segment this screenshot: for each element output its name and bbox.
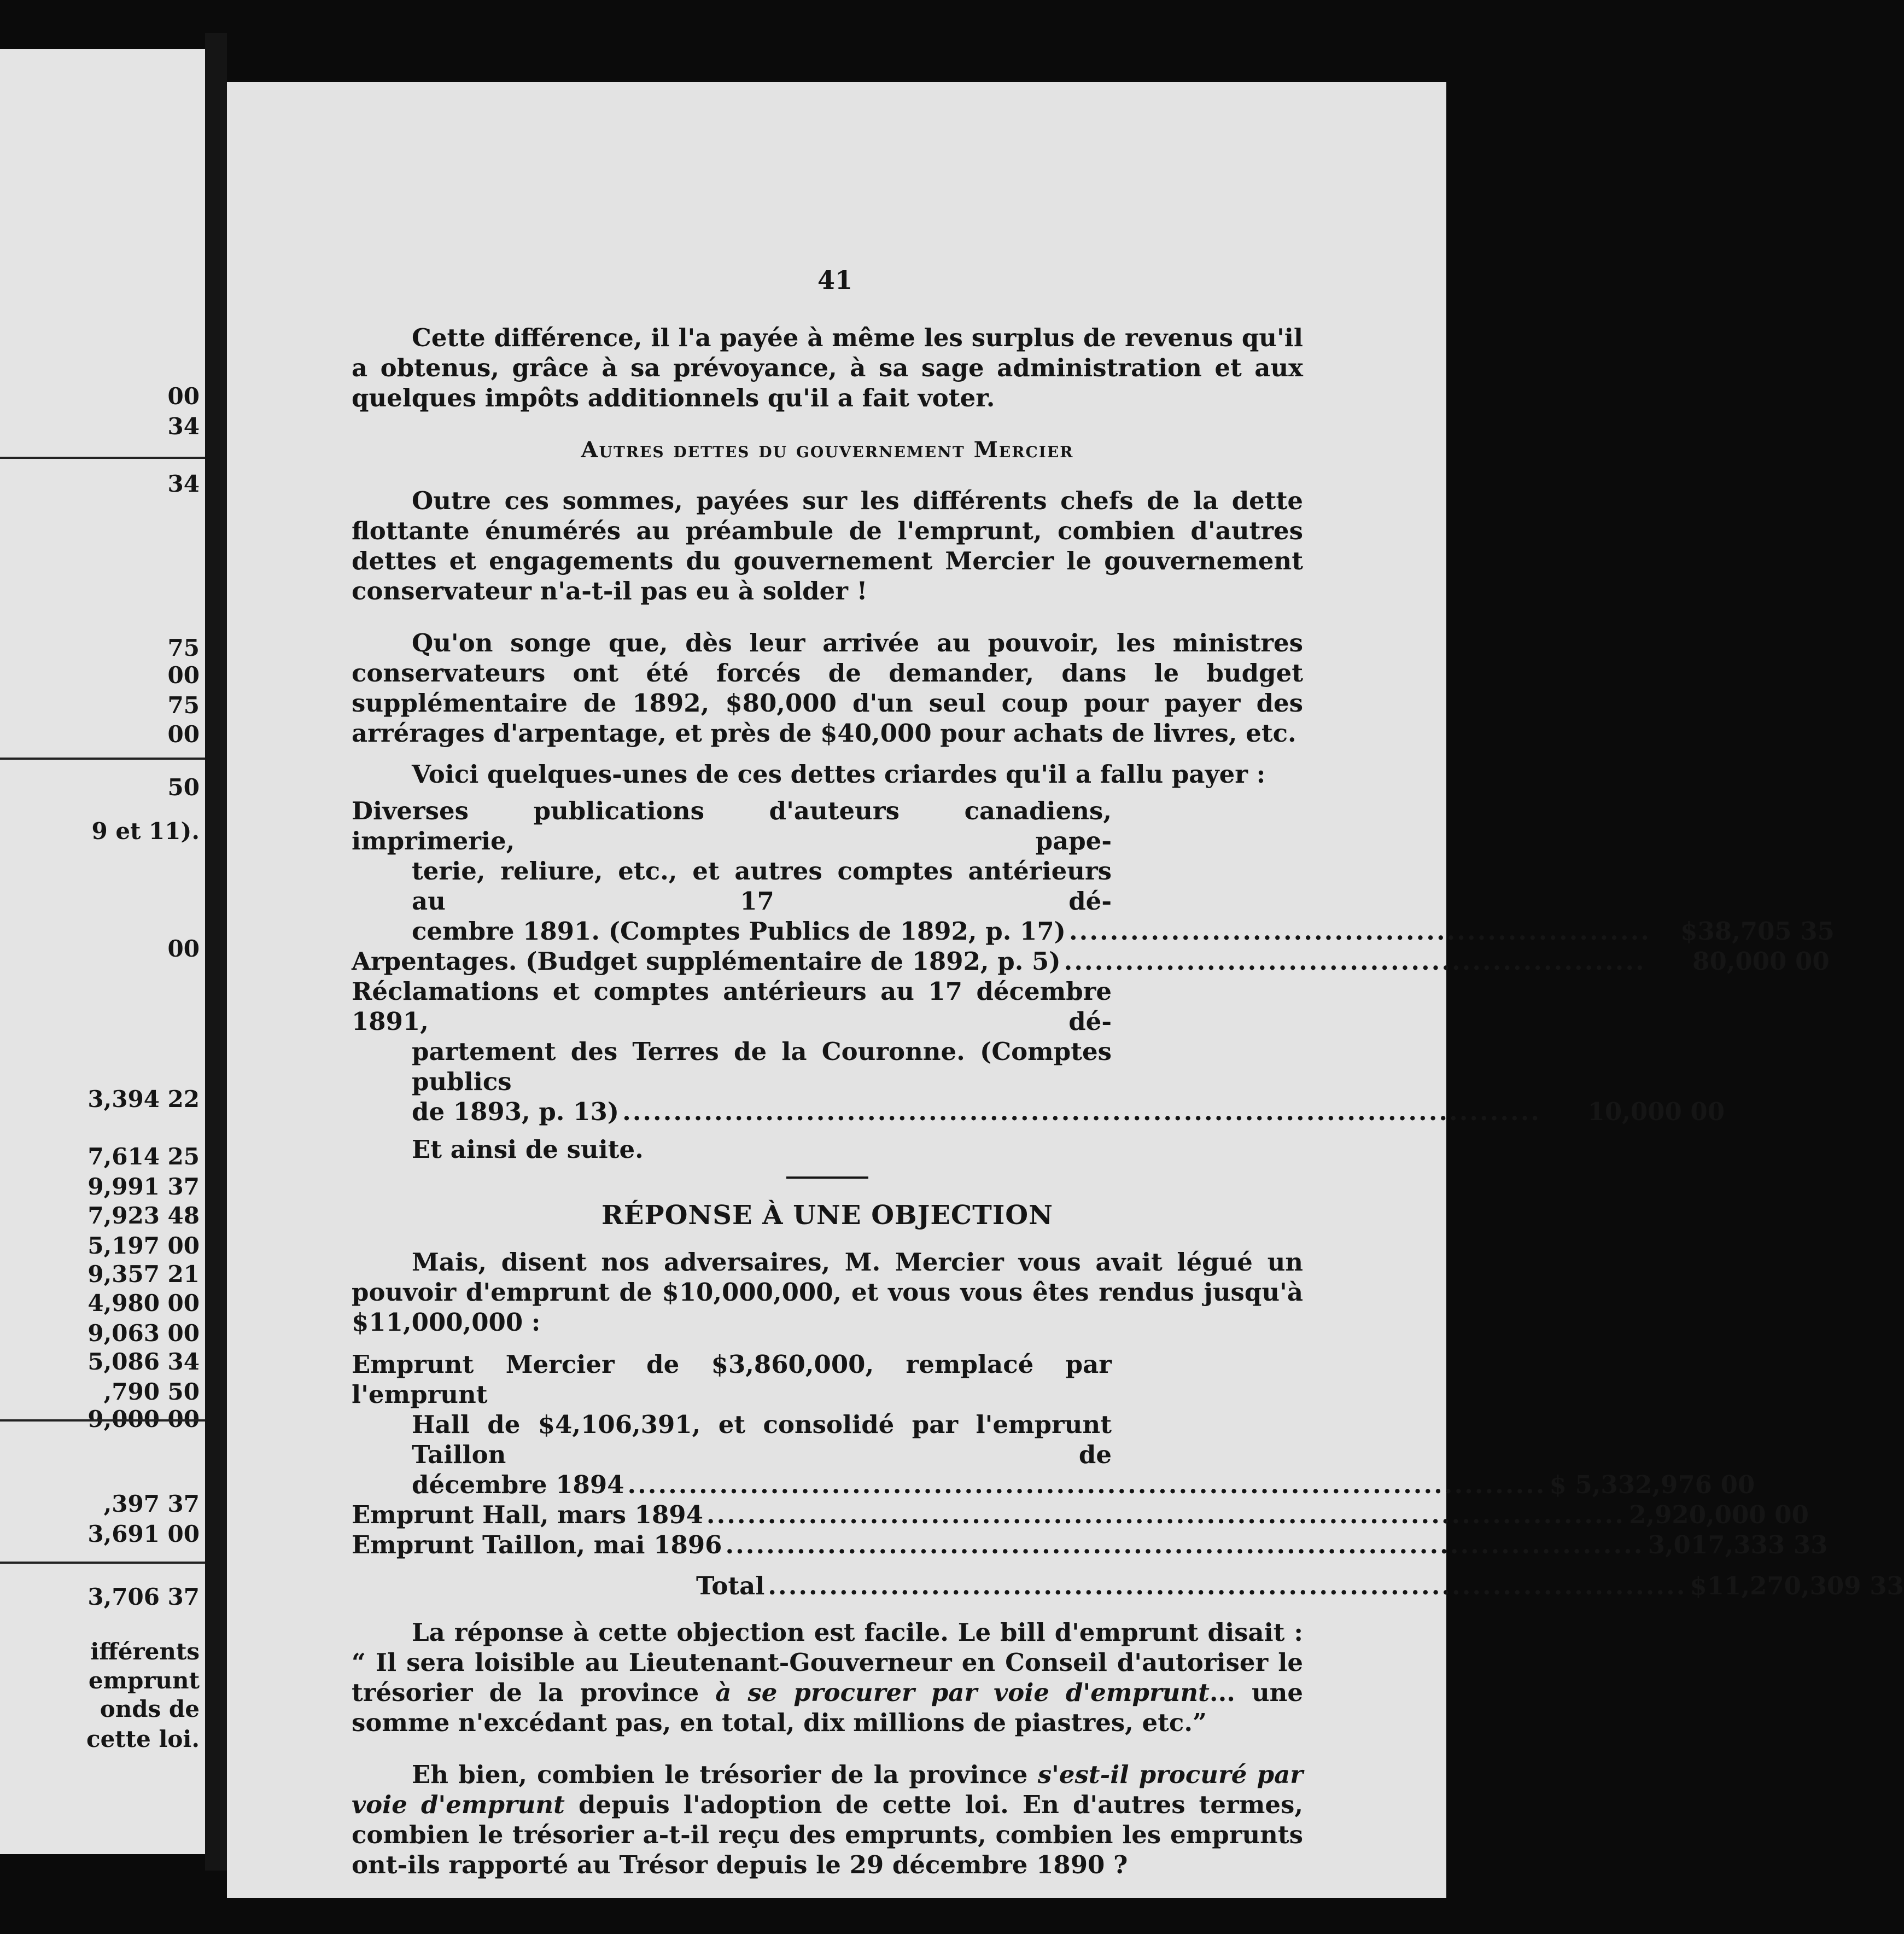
facing-page-fragment: onds de <box>100 1696 200 1722</box>
facing-page-fragment: ifférents <box>90 1638 200 1665</box>
entry-line: Emprunt Mercier de $3,860,000, remplacé par l'emprunt <box>352 1350 1112 1409</box>
paragraph-7-text-b: ... une somme n'excédant pas, en total, dix millions de piastres, etc.” <box>352 1678 1304 1737</box>
paragraph-7 <box>352 1617 1303 1738</box>
facing-page-fragment: 4,980 00 <box>87 1290 200 1316</box>
facing-page-fragment: 3,394 22 <box>87 1086 200 1112</box>
section-heading-reponse: RÉPONSE À UNE OBJECTION <box>601 1200 1053 1231</box>
loan-entry-hall <box>352 1500 1809 1530</box>
debt-entry-arpentages <box>352 946 1830 976</box>
facing-page-fragment: 75 <box>167 692 200 719</box>
facing-page-rule-4 <box>0 1562 205 1564</box>
debt-entry-reclamations <box>352 976 1725 1127</box>
leader-dots: .......................................................................................... <box>768 1571 1687 1600</box>
debts-ledger <box>352 796 1835 1127</box>
facing-page-fragment: 7,923 48 <box>87 1202 200 1229</box>
facing-page-fragment: 3,691 00 <box>87 1521 200 1547</box>
entry-line: Réclamations et comptes antérieurs au 17 décembre 1891, dé- <box>352 977 1112 1036</box>
paragraph-8-text-b: depuis l'adoption de cette loi. En d'autres termes, combien le trésorier a-t-il reçu des emprunts, combien les emprunts ont-ils rapporté au Trésor depuis le 29 décembre 1890 ? <box>352 1790 1303 1879</box>
leader-dots: .......................................................................................... <box>706 1500 1625 1529</box>
leader-dots: ......................................................... <box>1064 947 1646 976</box>
entry-line: Hall de $4,106,391, et consolidé par l'emprunt Taillon de <box>412 1410 1112 1469</box>
facing-page-fragment: 9,991 37 <box>87 1173 200 1200</box>
entry-line: partement des Terres de la Couronne. (Comptes publics <box>412 1037 1112 1096</box>
paragraph-8-italic: s'est-il procuré par voie d'emprunt <box>352 1760 1303 1819</box>
facing-page-fragment: 7,614 25 <box>87 1143 200 1170</box>
leader-dots: ......................................................... <box>1068 917 1651 946</box>
facing-page-fragment: 9,357 21 <box>87 1261 200 1288</box>
facing-page-fragment: 00 <box>167 662 200 689</box>
facing-page-fragment: 5,197 00 <box>87 1232 200 1259</box>
facing-page-fragment: 50 <box>167 774 200 801</box>
paragraph-8 <box>352 1760 1303 1880</box>
leader-dots: .......................................................................................... <box>627 1470 1546 1499</box>
loan-amount: 2,920,000 00 <box>1629 1500 1809 1529</box>
facing-page-fragment: 34 <box>167 470 200 497</box>
entry-line: Emprunt Hall, mars 1894 <box>352 1500 703 1529</box>
facing-page-fragment: 00 <box>167 935 200 962</box>
paragraph-1: Cette différence, il l'a payée à même les surplus de revenus qu'il a obtenus, grâce à sa prévoyance, à sa sage administration et aux quelques impôts additionnels qu'il a fait voter. <box>352 323 1303 412</box>
loan-amount: 3,017,333 33 <box>1648 1530 1828 1559</box>
loans-ledger <box>352 1349 1904 1601</box>
facing-page-fragment: 34 <box>167 413 200 440</box>
debt-amount: 80,000 00 <box>1692 947 1830 976</box>
paragraph-8-text-a: Eh bien, combien le trésorier de la province <box>412 1760 1038 1789</box>
page-number: 41 <box>817 265 853 295</box>
facing-page-fragment: ,397 37 <box>103 1490 200 1517</box>
paragraph-3: Qu'on songe que, dès leur arrivée au pouvoir, les ministres conservateurs ont été forcés de demander, dans le budget supplémentaire de 1892, $80,000 d'un seul coup pour payer des arrérages d'arpentage, et près de $40,000 pour achats de livres, etc. <box>352 628 1303 748</box>
facing-page-fragment: ,790 50 <box>103 1378 200 1405</box>
debt-amount: 10,000 00 <box>1587 1097 1725 1126</box>
paragraph-7-italic: à se procurer par voie d'emprunt <box>715 1678 1210 1707</box>
leader-dots: .......................................................................................... <box>725 1530 1644 1559</box>
debt-amount: $38,705 35 <box>1680 917 1835 946</box>
facing-page-rule-1 <box>0 457 205 459</box>
entry-line: Emprunt Taillon, mai 1896 <box>352 1530 722 1559</box>
entry-line: cembre 1891. (Comptes Publics de 1892, p. 17) <box>412 917 1066 946</box>
entry-line: décembre 1894 <box>412 1470 624 1499</box>
section-heading-autres-dettes: Autres dettes du gouvernement Mercier <box>581 437 1074 463</box>
loan-entry-mercier <box>352 1349 1755 1500</box>
total-label: Total <box>696 1571 765 1600</box>
facing-page-fragment: 5,086 34 <box>87 1348 200 1375</box>
debt-entry-publications <box>352 796 1835 946</box>
book-gutter <box>205 33 227 1871</box>
paragraph-5: Et ainsi de suite. <box>412 1135 644 1164</box>
facing-page-fragment: 9,000 00 <box>87 1406 200 1432</box>
facing-page-fragment: 9 et 11). <box>91 818 200 844</box>
entry-line: Diverses publications d'auteurs canadiens, imprimerie, pape- <box>352 796 1112 855</box>
facing-page <box>0 49 205 1854</box>
entry-line: de 1893, p. 13) <box>412 1097 620 1126</box>
facing-page-rule-2 <box>0 758 205 760</box>
entry-line: terie, reliure, etc., et autres comptes antérieurs au 17 dé- <box>412 857 1112 916</box>
paragraph-4: Voici quelques-unes de ces dettes criardes qu'il a fallu payer : <box>412 760 1266 789</box>
facing-page-rule-3 <box>0 1419 205 1422</box>
page-content <box>352 82 1904 1880</box>
facing-page-fragment: 9,063 00 <box>87 1320 200 1347</box>
loan-amount: $ 5,332,976 00 <box>1549 1470 1755 1499</box>
facing-page-fragment: emprunt <box>88 1667 200 1694</box>
leader-dots: .......................................................................................... <box>622 1097 1541 1126</box>
book-page <box>227 82 1904 1898</box>
entry-line: Arpentages. (Budget supplémentaire de 1892, p. 5) <box>352 947 1061 976</box>
facing-page-fragment: 3,706 37 <box>87 1583 200 1610</box>
total-amount: $11,270,309 33 <box>1690 1571 1904 1600</box>
paragraph-7-text-a: La réponse à cette objection est facile. Le bill d'emprunt disait : “ Il sera loisible au Lieutenant-Gouverneur en Conseil d'autoriser le trésorier de la province <box>352 1618 1303 1707</box>
loans-total <box>352 1571 1904 1601</box>
paragraph-2: Outre ces sommes, payées sur les différents chefs de la dette flottante énumérés au préambule de l'emprunt, combien d'autres dettes et engagements du gouvernement Mercier le gouvernement conservateur n'a-t-il pas eu à solder ! <box>352 486 1303 605</box>
loan-entry-taillon <box>352 1530 1828 1560</box>
facing-page-fragment: 00 <box>167 383 200 410</box>
paragraph-6: Mais, disent nos adversaires, M. Mercier vous avait légué un pouvoir d'emprunt de $10,000,000, et vous vous êtes rendus jusqu'à $11,000,000 : <box>352 1248 1303 1337</box>
facing-page-fragment: cette loi. <box>86 1726 200 1752</box>
facing-page-fragment: 00 <box>167 721 200 748</box>
facing-page-fragment: 75 <box>167 634 200 661</box>
